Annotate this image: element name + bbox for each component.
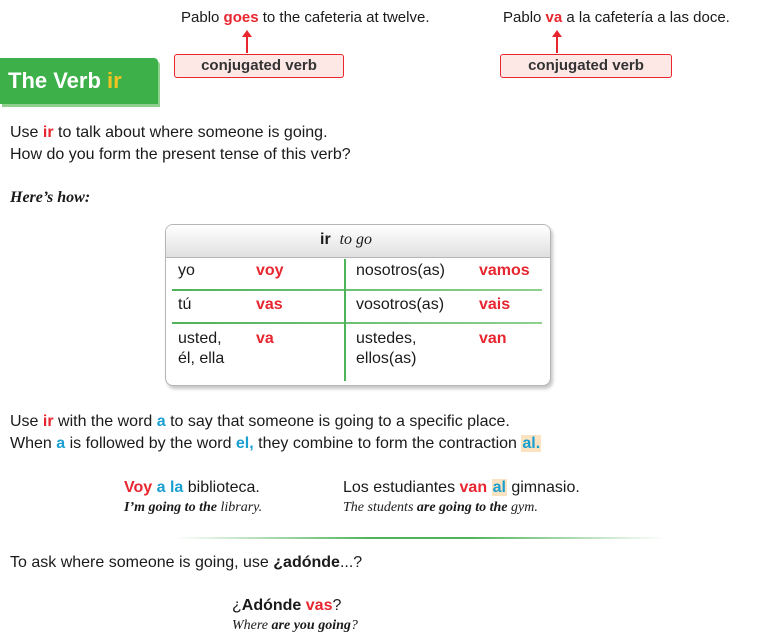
form-vamos: vamos (479, 262, 530, 279)
usage-1-ir: ir (42, 413, 54, 430)
pronoun-usted (178, 329, 224, 369)
usage-1-a-word: a (156, 413, 166, 430)
s2-tr-bold: are going to the (416, 500, 508, 515)
pronoun-tu: tú (178, 296, 192, 313)
usage-line-2 (10, 435, 541, 453)
title-text: The Verb (8, 68, 108, 93)
heres-how-heading: Here’s how: (10, 189, 91, 206)
spanish-conjugated-verb-label: conjugated verb (500, 54, 672, 78)
question-intro (10, 554, 362, 572)
form-vas: vas (256, 296, 283, 313)
usage-1c: to say that someone is going to a specific place. (165, 413, 510, 430)
usage-2b: is followed by the word (65, 435, 236, 452)
table-head-meaning: to go (339, 231, 373, 248)
s2-verb: van (459, 479, 488, 496)
usage-1b: with the word (53, 413, 157, 430)
q-tr-pre: Where (232, 618, 272, 633)
q-open: ¿ (232, 597, 242, 614)
sentence-1 (124, 479, 260, 497)
q-tr-bold: are you going (271, 618, 351, 633)
table-header (166, 225, 550, 258)
s1-verb: Voy (124, 479, 153, 496)
pronoun-ustedes (356, 329, 416, 369)
english-conjugated-verb-label: conjugated verb (174, 54, 344, 78)
row-divider-2 (172, 322, 542, 324)
pronoun-yo: yo (178, 262, 195, 279)
q-intro-pre: To ask where someone is going, use (10, 554, 274, 571)
table-header-text (320, 231, 372, 249)
spanish-post: a la cafetería a las doce. (562, 9, 730, 26)
pronoun-usted-line2: él, ella (178, 350, 225, 367)
title-verb: ir (107, 68, 122, 93)
q-close: ? (332, 597, 342, 614)
row-divider-1 (172, 289, 542, 291)
spanish-pre: Pablo (503, 9, 546, 26)
s1-rest: biblioteca. (183, 479, 260, 496)
intro-line-1 (10, 124, 328, 142)
form-vais: vais (479, 296, 511, 313)
s2-tr-pre: The students (343, 500, 417, 515)
usage-2c: they combine to form the contraction (253, 435, 522, 452)
form-van: van (479, 330, 507, 347)
spanish-example (503, 9, 730, 26)
usage-line-1 (10, 413, 510, 431)
s2-al: al (492, 479, 506, 496)
question-example (232, 597, 341, 615)
form-va: va (256, 330, 274, 347)
section-title-tag (0, 58, 158, 104)
s2-tr-rest: gym. (507, 500, 538, 515)
s1-la: la (169, 479, 184, 496)
pronoun-nosotros: nosotros(as) (356, 262, 445, 279)
section-separator (175, 537, 665, 539)
q-intro-word: ¿adónde (273, 554, 340, 571)
usage-1a: Use (10, 413, 43, 430)
usage-2-a-word: a (56, 435, 66, 452)
pronoun-ustedes-line1: ustedes, (356, 330, 417, 347)
intro-post: to talk about where someone is going. (53, 124, 328, 141)
spanish-verb: va (545, 9, 563, 26)
s1-tr-bold: I’m going to the (124, 500, 217, 515)
section-title (8, 68, 122, 94)
pronoun-vosotros: vosotros(as) (356, 296, 445, 313)
s1-tr-rest: library. (216, 500, 263, 515)
english-post: to the cafeteria at twelve. (258, 9, 430, 26)
conjugation-table (165, 224, 551, 386)
english-arrow-line (246, 36, 248, 53)
english-example (181, 9, 430, 26)
q-tr-close: ? (350, 618, 358, 633)
s1-a: a (156, 479, 166, 496)
form-voy: voy (256, 262, 284, 279)
intro-line-2: How do you form the present tense of this verb? (10, 146, 351, 163)
s2-rest: gimnasio. (506, 479, 580, 496)
q-verb: vas (305, 597, 333, 614)
pronoun-usted-line1: usted, (178, 330, 222, 347)
s2-pre: Los estudiantes (343, 479, 460, 496)
usage-2-al: al. (522, 435, 541, 452)
intro-verb: ir (42, 124, 54, 141)
question-translation (232, 618, 358, 634)
english-pre: Pablo (181, 9, 224, 26)
spanish-arrow-line (556, 36, 558, 53)
pronoun-ustedes-line2: ellos(as) (356, 350, 417, 367)
english-verb: goes (223, 9, 259, 26)
sentence-2 (343, 479, 580, 497)
sentence-2-translation (343, 500, 538, 516)
sentence-1-translation (124, 500, 262, 516)
intro-pre: Use (10, 124, 43, 141)
q-intro-post: ...? (339, 554, 363, 571)
table-head-verb: ir (320, 231, 331, 248)
usage-2-el: el, (235, 435, 254, 452)
usage-2a: When (10, 435, 57, 452)
column-divider (344, 259, 346, 381)
q-word: Adónde (241, 597, 302, 614)
